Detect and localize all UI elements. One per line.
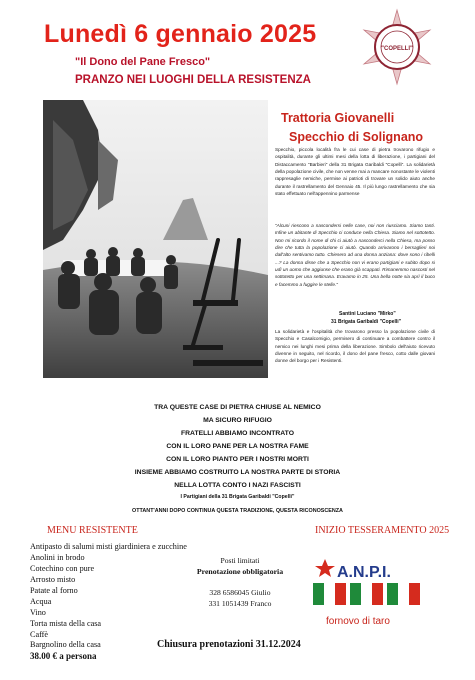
event-name: PRANZO NEI LUOGHI DELLA RESISTENZA [75, 74, 311, 86]
menu-item: Antipasto di salumi misti giardiniera e zucchine [30, 542, 187, 551]
poem-line: NELLA LOTTA CONTO I NAZI FASCISTI [174, 482, 301, 489]
poem-line: INSIEME ABBIAMO COSTRUITO LA NOSTRA PARTE DI STORIA [134, 469, 341, 476]
menu-item: Caffè [30, 630, 49, 639]
menu-price: 38.00 € a persona [30, 651, 97, 661]
poem-line: TRA QUESTE CASE DI PIETRA CHIUSE AL NEMICO [154, 404, 321, 411]
booking-limited: Posti limitati [220, 556, 260, 565]
anpi-location: fornovo di taro [326, 616, 390, 627]
poem-closing: OTTANT'ANNI DOPO CONTINUA QUESTA TRADIZIONE, QUESTA RICONOSCENZA [132, 508, 343, 514]
menu-item: Anolini in brodo [30, 553, 85, 562]
booking-deadline: Chiusura prenotazioni 31.12.2024 [157, 639, 301, 650]
menu-item: Vino [30, 608, 46, 617]
poem-signature: I Partigiani della 31 Brigata Garibaldi "Copelli" [180, 494, 295, 500]
membership-heading: INIZIO TESSERAMENTO 2025 [315, 525, 450, 536]
event-subtitle: "Il Dono del Pane Fresco" [75, 56, 211, 68]
venue-place: Specchio di Solignano [289, 130, 424, 144]
testimony-signature-brigade: 31 Brigata Garibaldi "Copelli" [331, 319, 402, 325]
menu-item: Bargnolino della casa [30, 640, 101, 649]
story-paragraph-1: Specchio, piccola località fra le cui case di pietra trovarono rifugio e ospitalità, durante gli ultimi mesi della lotta di liberazione, i partigiani del Distaccamento "Barbieri" della 31 Brigata Garibaldi "Copelli". La solidarietà della popolazione civile, che non venne mai a mancare nonostante le violenti rappresaglie nemiche, permise ai patrioti di trovare un solido aiuto anche durante il rastrellamento del Gennaio 45. Il più lungo rastrellamento che sia stato effettuato nell'appennino parmense [275, 147, 435, 197]
story-testimony: "Alcuni riescono a nascondersi nelle case, noi non riusciamo. Siamo tanti. Infine un abitante di Specchio ci conduce nella Chiesa. Siamo nel sottotetto. Non mi ricordo il nome di chi ci aiutò a nasconderci nella Chiesa, ma posso dire che tutta la popolazione ci aiutò. Quando arrivarono i bersaglieri noi dall'alto sentivamo tutto. Chiesero ad una donna anziana: dove sono i ribelli ...? La donna disse che a Specchio non vi erano partigiani e subito dopo si udì un uomo che aggiunse che erano già scappati. Rimanemmo nascosti nel sottotetto per una settimana. Eravamo in 25. Una bella notte sia aprì il buco e facemmo a fuggire le stelle." [275, 223, 435, 287]
booking-phone-giulio: 328 6586045 Giulio [209, 588, 271, 597]
booking-phone-franco: 331 1051439 Franco [208, 599, 272, 608]
story-paragraph-3: La solidarietà e l'ospitalità che trovarono presso la popolazione civile di Specchio e Casalcomigio, permisero di continuare a combattere contro il nemico nei lunghi mesi prima della liberazione. Simbolo dell'aiuto ricevuto divenne in seguito, nel ricordo, il dono del pane fresco, cotto dalle giovani donne del borgo per i Resistenti. [275, 329, 435, 364]
poem-line: CON IL LORO PIANTO PER I NOSTRI MORTI [166, 456, 309, 463]
brigade-seal-icon [358, 8, 436, 86]
poem-line: CON IL LORO PANE PER LA NOSTRA FAME [166, 443, 309, 450]
poem-line: FRATELLI ABBIAMO INCONTRATO [180, 430, 295, 437]
anpi-logo-text: A.N.P.I. [337, 564, 391, 581]
menu-heading: MENU RESISTENTE [47, 525, 138, 536]
menu-item: Cotechino con pure [30, 564, 95, 573]
menu-item: Torta mista della casa [30, 619, 102, 628]
anpi-logo-icon [313, 555, 421, 605]
testimony-signature-name: Santini Luciano "Mirko" [339, 311, 396, 317]
event-date-title: Lunedì 6 gennaio 2025 [44, 20, 317, 48]
menu-item: Acqua [30, 597, 52, 606]
booking-required: Prenotazione obbligatoria [196, 567, 284, 576]
partisans-historic-photo [43, 100, 268, 378]
venue-name: Trattoria Giovanelli [281, 111, 395, 125]
menu-item: Patate al forno [30, 586, 78, 595]
menu-item: Arrosto misto [30, 575, 76, 584]
seal-text: "COPELLI" [381, 46, 413, 52]
poem-line: MA SICURO RIFUGIO [203, 417, 272, 424]
